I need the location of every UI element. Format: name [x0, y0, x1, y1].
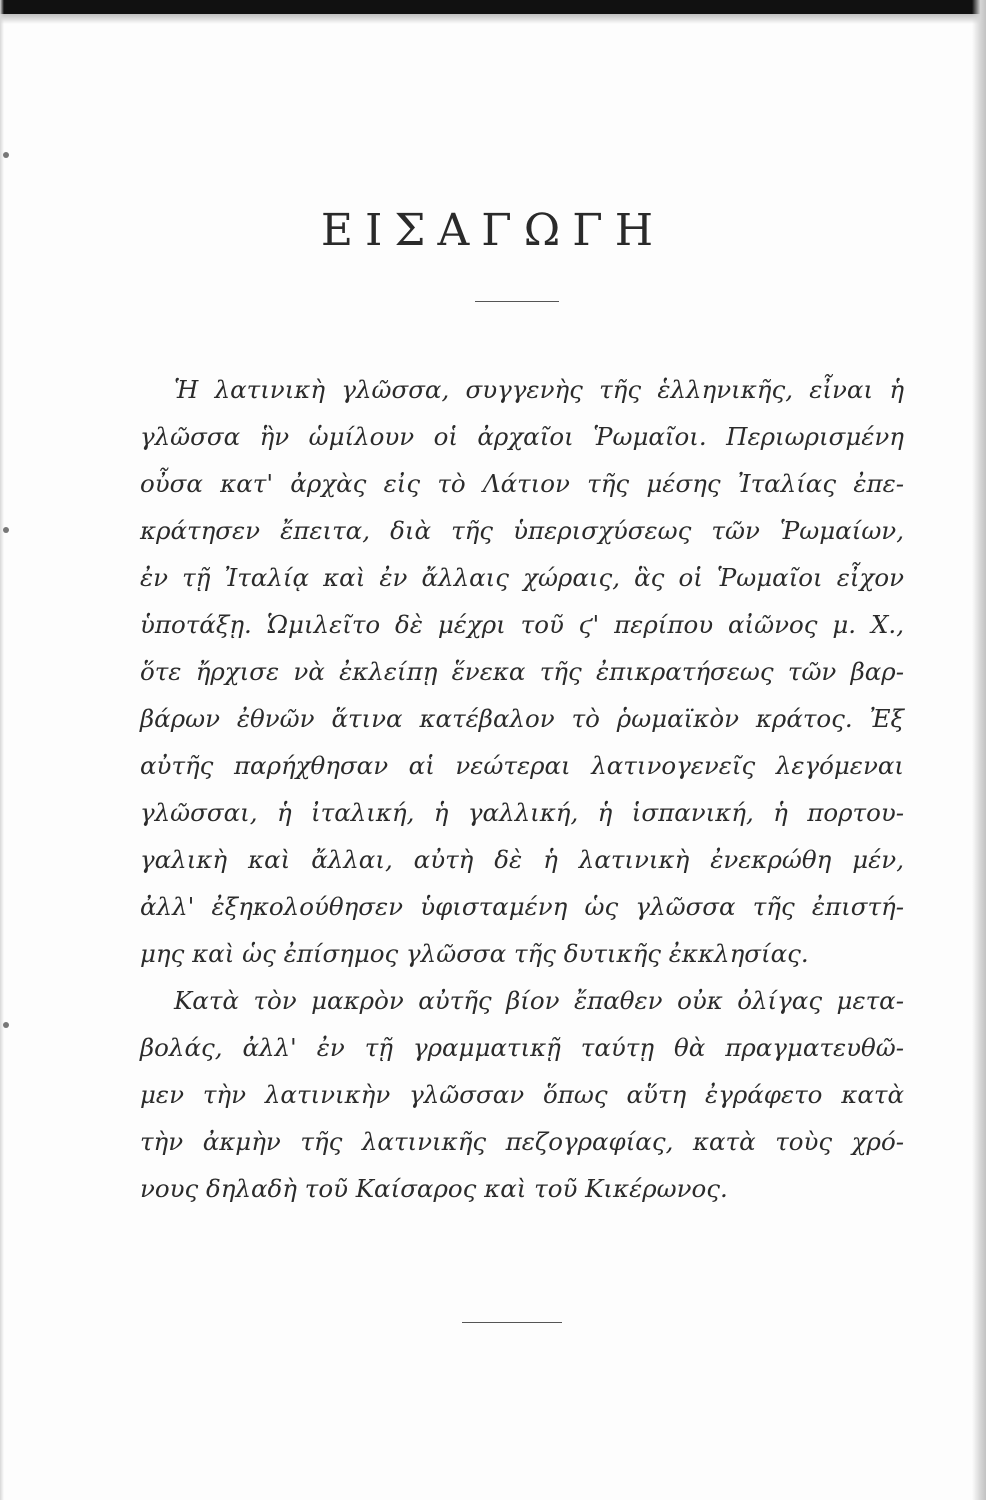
text-line: ἐν τῇ Ἰταλίᾳ καὶ ἐν ἄλλαις χώραις, ἃς οἱ Ῥωμαῖοι εἶχον [140, 563, 904, 592]
body-text [140, 366, 904, 1212]
text-line: μεν τὴν λατινικὴν γλῶσσαν ὅπως αὕτη ἐγράφετο κατὰ [140, 1080, 904, 1109]
text-line: οὖσα κατ' ἀρχὰς εἰς τὸ Λάτιον τῆς μέσης Ἰταλίας ἐπε- [140, 469, 904, 498]
text-line: γλῶσσαι, ἡ ἰταλική, ἡ γαλλική, ἡ ἱσπανική, ἡ πορτου- [140, 798, 904, 827]
scan-speck [3, 527, 9, 533]
text-line: μης καὶ ὡς ἐπίσημος γλῶσσα τῆς δυτικῆς ἐκκλησίας. [140, 939, 809, 968]
scan-top-border [0, 0, 986, 14]
scan-top-shadow [0, 14, 986, 24]
text-line: τὴν ἀκμὴν τῆς λατινικῆς πεζογραφίας, κατὰ τοὺς χρό- [140, 1127, 904, 1156]
text-line: βάρων ἐθνῶν ἅτινα κατέβαλον τὸ ῥωμαϊκὸν κράτος. Ἐξ [140, 704, 904, 733]
text-line: ὅτε ἤρχισε νὰ ἐκλείπῃ ἕνεκα τῆς ἐπικρατήσεως τῶν βαρ- [140, 657, 904, 686]
text-line: κράτησεν ἔπειτα, διὰ τῆς ὑπερισχύσεως τῶν Ῥωμαίων, [140, 516, 904, 545]
scan-speck [3, 1022, 9, 1028]
text-line: ὑποτάξῃ. Ὡμιλεῖτο δὲ μέχρι τοῦ ϛ' περίπου αἰῶνος μ. Χ., [140, 610, 904, 639]
text-line: γαλικὴ καὶ ἄλλαι, αὐτὴ δὲ ἡ λατινικὴ ἐνεκρώθη μέν, [140, 845, 904, 874]
text-line: βολάς, ἀλλ' ἐν τῇ γραμματικῇ ταύτῃ θὰ πραγματευθῶ- [140, 1033, 904, 1062]
text-line: αὐτῆς παρήχθησαν αἱ νεώτεραι λατινογενεῖς λεγόμεναι [140, 751, 904, 780]
text-line: ἀλλ' ἐξηκολούθησεν ὑφισταμένη ὡς γλῶσσα τῆς ἐπιστή- [140, 892, 904, 921]
text-line: Κατὰ τὸν μακρὸν αὐτῆς βίον ἔπαθεν οὐκ ὀλίγας μετα- [174, 986, 904, 1015]
text-line: Ἡ λατινικὴ γλῶσσα, συγγενὴς τῆς ἑλληνικῆς, εἶναι ἡ [174, 375, 904, 404]
text-line: νους δηλαδὴ τοῦ Καίσαρος καὶ τοῦ Κικέρωνος. [140, 1174, 728, 1203]
section-end-divider [462, 1322, 562, 1323]
heading-divider [475, 301, 559, 302]
chapter-heading: ΕΙΣΑΓΩΓΗ [320, 205, 666, 256]
text-line: γλῶσσα ἣν ὡμίλουν οἱ ἀρχαῖοι Ῥωμαῖοι. Περιωρισμένη [140, 422, 904, 451]
scan-speck [3, 152, 9, 158]
